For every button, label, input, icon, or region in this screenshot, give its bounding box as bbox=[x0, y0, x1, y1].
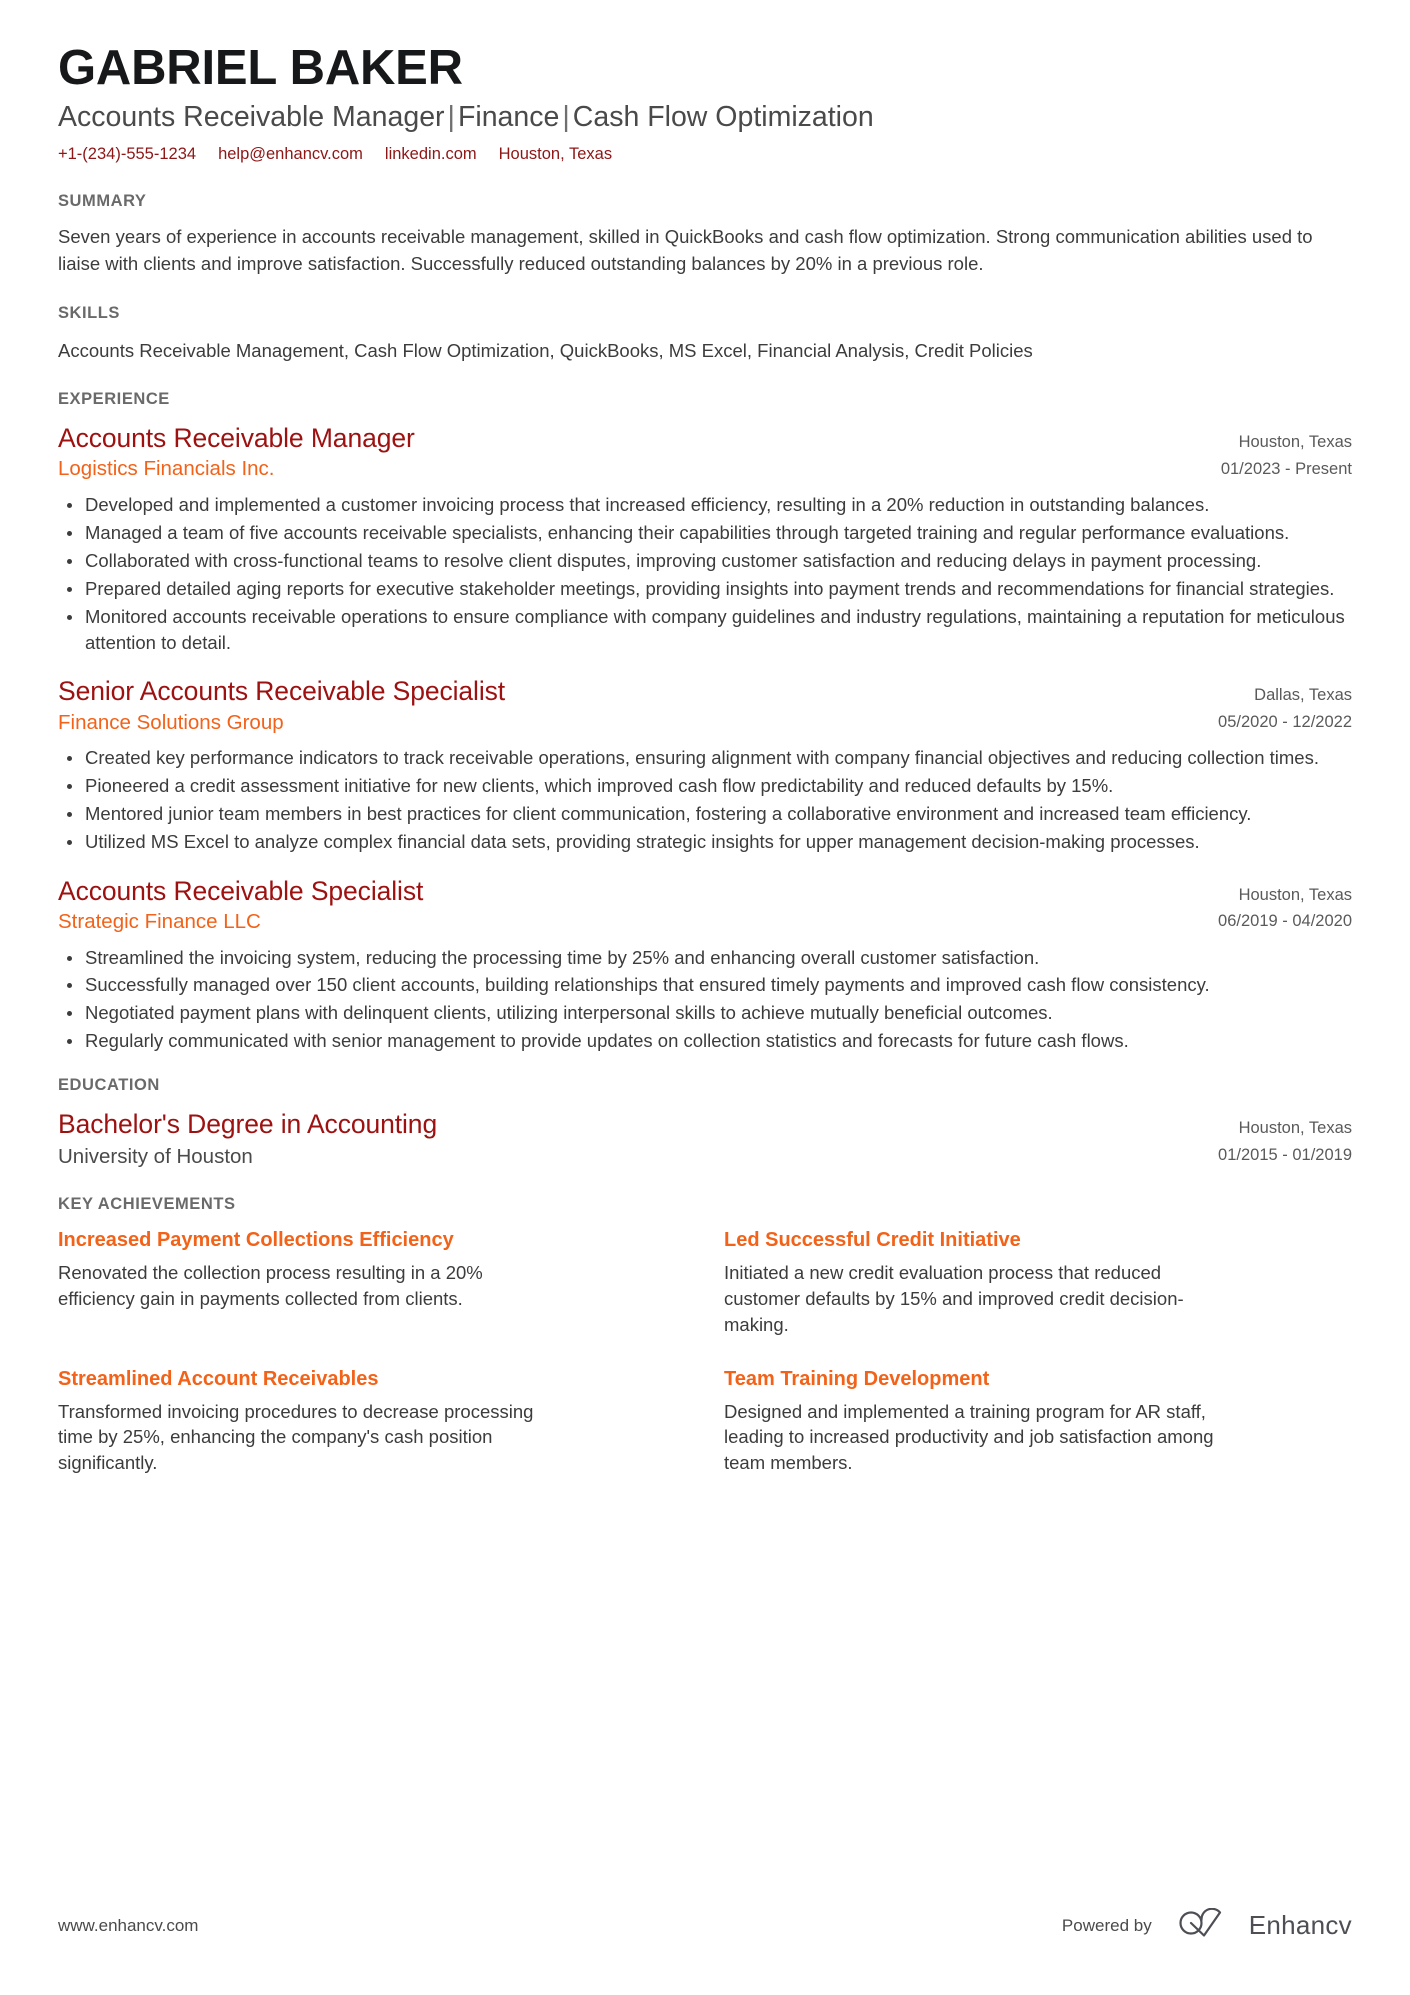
achievements-grid bbox=[58, 1227, 1352, 1476]
contact-location: Houston, Texas bbox=[498, 144, 613, 163]
achievement-description: Designed and implemented a training program for AR staff, leading to increased productivity and job satisfaction among team members. bbox=[724, 1400, 1214, 1474]
summary-heading: SUMMARY bbox=[58, 191, 147, 210]
entry-spacer bbox=[58, 659, 1352, 675]
skills-list: Accounts Receivable Management, Cash Flow Optimization, QuickBooks, MS Excel, Financial Analysis, Credit Policies bbox=[58, 339, 1033, 361]
achievement-card bbox=[724, 1227, 1352, 1338]
job-location: Dallas, Texas bbox=[1254, 686, 1352, 705]
list-item: Mentored junior team members in best practices for client communication, fostering a collaborative environment and increased team efficiency. bbox=[58, 801, 1352, 827]
experience-section bbox=[58, 390, 1352, 1054]
job-dates: 06/2019 - 04/2020 bbox=[1218, 912, 1352, 931]
entry-left bbox=[58, 675, 1194, 736]
entry-header bbox=[58, 675, 1352, 736]
school-name: University of Houston bbox=[58, 1145, 253, 1169]
achievement-description: Transformed invoicing procedures to decrease processing time by 25%, enhancing the company's cash position significantly. bbox=[58, 1400, 534, 1474]
contact-email[interactable]: help@enhancv.com bbox=[218, 144, 363, 163]
list-item: Developed and implemented a customer invoicing process that increased efficiency, resulting in a 20% reduction in outstanding balances. bbox=[58, 492, 1352, 518]
experience-entry bbox=[58, 422, 1352, 655]
degree-title: Bachelor's Degree in Accounting bbox=[58, 1109, 438, 1140]
role-part-1: Accounts Receivable Manager bbox=[58, 100, 445, 133]
skills-heading: SKILLS bbox=[58, 303, 120, 322]
job-bullets bbox=[58, 945, 1352, 1055]
entry-header bbox=[58, 1108, 1352, 1171]
entry-meta bbox=[1197, 422, 1352, 482]
job-location: Houston, Texas bbox=[1238, 885, 1352, 904]
job-dates: 01/2023 - Present bbox=[1220, 460, 1352, 479]
list-item: Collaborated with cross-functional teams to resolve client disputes, improving customer satisfaction and reducing delays in payment processing. bbox=[58, 548, 1352, 574]
list-item: Prepared detailed aging reports for executive stakeholder meetings, providing insights into payment trends and recommendations for financial strategies. bbox=[58, 576, 1352, 602]
list-item: Pioneered a credit assessment initiative for new clients, which improved cash flow predictability and reduced defaults by 15%. bbox=[58, 773, 1352, 799]
role-separator: | bbox=[562, 100, 570, 133]
achievements-heading: KEY ACHIEVEMENTS bbox=[58, 1194, 236, 1213]
entry-meta bbox=[1194, 875, 1352, 935]
entry-left bbox=[58, 422, 1197, 483]
achievement-title: Team Training Development bbox=[724, 1367, 990, 1390]
job-title: Accounts Receivable Manager bbox=[58, 423, 415, 454]
page-footer bbox=[58, 1908, 1352, 1943]
enhancv-brand bbox=[1178, 1908, 1352, 1943]
summary-text: Seven years of experience in accounts receivable management, skilled in QuickBooks and cash flow optimization. Strong communication abilities used to liaise with clients and improve satisfaction. Successfully reduced outstanding balances by 20% in a previous role. bbox=[58, 225, 1313, 274]
list-item: Monitored accounts receivable operations to ensure compliance with company guidelines and industry regulations, maintaining a reputation for meticulous attention to detail. bbox=[58, 604, 1352, 656]
job-title: Senior Accounts Receivable Specialist bbox=[58, 676, 506, 707]
job-location: Houston, Texas bbox=[1238, 433, 1352, 452]
resume-header bbox=[58, 42, 1352, 164]
entry-header bbox=[58, 422, 1352, 483]
education-heading: EDUCATION bbox=[58, 1076, 160, 1095]
job-company: Logistics Financials Inc. bbox=[58, 457, 275, 481]
achievement-title: Streamlined Account Receivables bbox=[58, 1367, 379, 1390]
contact-row bbox=[58, 145, 1352, 164]
contact-linkedin[interactable]: linkedin.com bbox=[384, 144, 477, 163]
skills-section bbox=[58, 304, 1352, 365]
achievement-card bbox=[58, 1366, 686, 1477]
list-item: Created key performance indicators to track receivable operations, ensuring alignment with company financial objectives and reducing collection times. bbox=[58, 745, 1352, 771]
footer-website-link[interactable]: www.enhancv.com bbox=[58, 1915, 199, 1935]
list-item: Streamlined the invoicing system, reducing the processing time by 25% and enhancing overall customer satisfaction. bbox=[58, 945, 1352, 971]
list-item: Successfully managed over 150 client accounts, building relationships that ensured timely payments and improved cash flow consistency. bbox=[58, 972, 1352, 998]
job-dates: 05/2020 - 12/2022 bbox=[1218, 713, 1352, 732]
achievement-title: Led Successful Credit Initiative bbox=[724, 1228, 1021, 1251]
footer-branding bbox=[1062, 1908, 1352, 1943]
list-item: Negotiated payment plans with delinquent clients, utilizing interpersonal skills to achieve mutually beneficial outcomes. bbox=[58, 1000, 1352, 1026]
achievement-title: Increased Payment Collections Efficiency bbox=[58, 1228, 454, 1251]
achievements-section bbox=[58, 1195, 1352, 1476]
experience-entry bbox=[58, 675, 1352, 854]
list-item: Utilized MS Excel to analyze complex financial data sets, providing strategic insights for upper management decision-making processes. bbox=[58, 829, 1352, 855]
entry-spacer bbox=[58, 859, 1352, 875]
education-entry bbox=[58, 1108, 1352, 1171]
role-separator: | bbox=[447, 100, 455, 133]
experience-entry bbox=[58, 875, 1352, 1054]
summary-section bbox=[58, 192, 1352, 278]
entry-meta bbox=[1194, 1108, 1352, 1168]
list-item: Managed a team of five accounts receivable specialists, enhancing their capabilities through targeted training and regular performance evaluations. bbox=[58, 520, 1352, 546]
role-part-2: Finance bbox=[457, 100, 560, 133]
powered-by-label: Powered by bbox=[1061, 1915, 1152, 1935]
education-section bbox=[58, 1076, 1352, 1171]
experience-heading: EXPERIENCE bbox=[58, 390, 170, 409]
job-bullets bbox=[58, 492, 1352, 655]
job-company: Finance Solutions Group bbox=[58, 710, 284, 734]
achievement-description: Initiated a new credit evaluation process that reduced customer defaults by 15% and improved credit decision-making. bbox=[724, 1261, 1184, 1335]
role-part-3: Cash Flow Optimization bbox=[572, 100, 874, 133]
entry-header bbox=[58, 875, 1352, 936]
school-dates: 01/2015 - 01/2019 bbox=[1218, 1145, 1352, 1164]
job-bullets bbox=[58, 745, 1352, 855]
entry-left bbox=[58, 875, 1194, 936]
enhancv-wordmark: Enhancv bbox=[1248, 1910, 1352, 1940]
achievement-description: Renovated the collection process resulting in a 20% efficiency gain in payments collected from clients. bbox=[58, 1261, 483, 1309]
contact-phone[interactable]: +1-(234)-555-1234 bbox=[58, 144, 197, 163]
entry-left bbox=[58, 1108, 1194, 1171]
header-subtitle bbox=[58, 99, 1352, 136]
job-title: Accounts Receivable Specialist bbox=[58, 875, 424, 906]
achievement-card bbox=[58, 1227, 686, 1338]
school-location: Houston, Texas bbox=[1238, 1119, 1352, 1138]
list-item: Regularly communicated with senior management to provide updates on collection statistics and forecasts for future cash flows. bbox=[58, 1028, 1352, 1054]
achievement-card bbox=[724, 1366, 1352, 1477]
enhancv-logo-icon bbox=[1178, 1908, 1236, 1943]
entry-meta bbox=[1194, 675, 1352, 735]
page-title: GABRIEL BAKER bbox=[58, 41, 463, 95]
job-company: Strategic Finance LLC bbox=[58, 909, 261, 933]
